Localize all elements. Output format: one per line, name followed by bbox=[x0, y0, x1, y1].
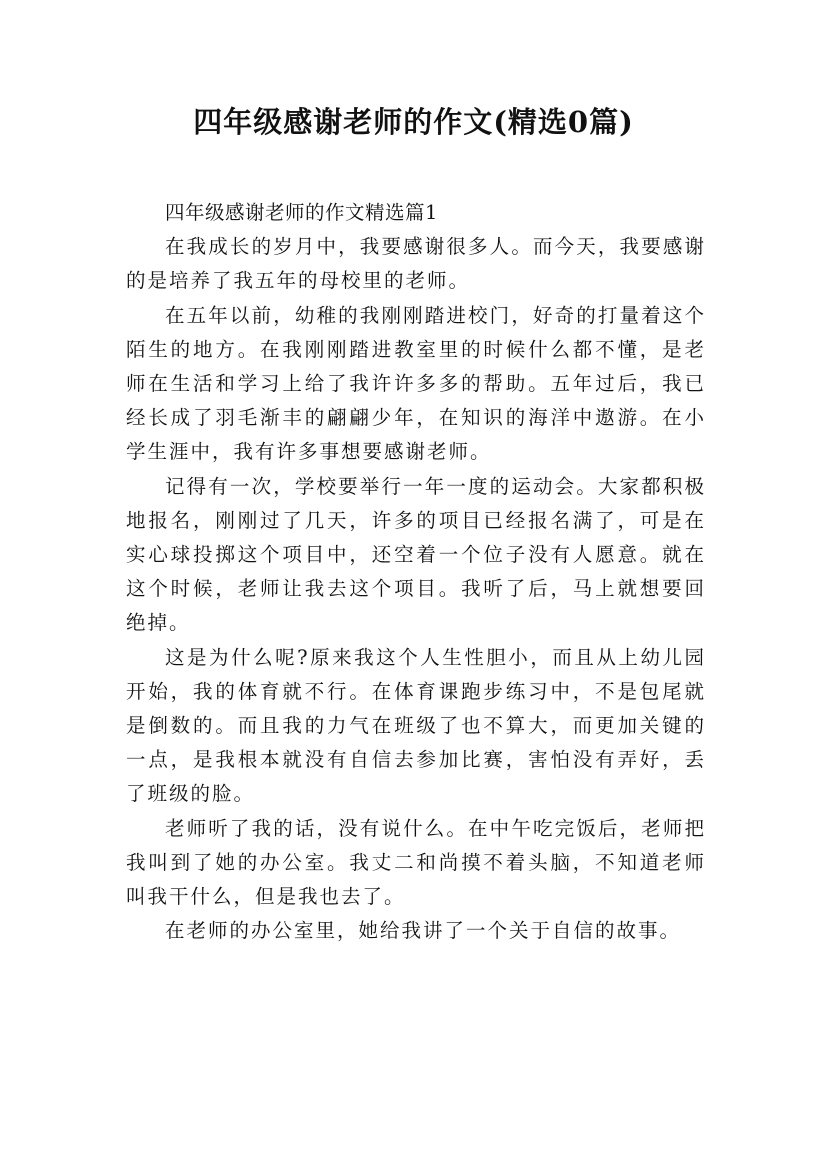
paragraph: 在五年以前，幼稚的我刚刚踏进校门，好奇的打量着这个陌生的地方。在我刚刚踏进教室里的时候什么都不懂，是老师在生活和学习上给了我许许多多的帮助。五年过后，我已经长成了羽毛渐丰的翩翩少年，在知识的海洋中遨游。在小学生涯中，我有许多事想要感谢老师。 bbox=[126, 303, 706, 464]
paragraph: 在我成长的岁月中，我要感谢很多人。而今天，我要感谢的是培养了我五年的母校里的老师。 bbox=[126, 235, 706, 293]
document-body bbox=[126, 196, 706, 948]
paragraph: 这是为什么呢?原来我这个人生性胆小，而且从上幼儿园开始，我的体育就不行。在体育课跑步练习中，不是包尾就是倒数的。而且我的力气在班级了也不算大，而更加关键的一点，是我根本就没有自信去参加比赛，害怕没有弄好，丢了班级的脸。 bbox=[126, 645, 706, 806]
paragraph: 老师听了我的话，没有说什么。在中午吃完饭后，老师把我叫到了她的办公室。我丈二和尚摸不着头脑，不知道老师叫我干什么，但是我也去了。 bbox=[126, 816, 706, 909]
paragraph: 在老师的办公室里，她给我讲了一个关于自信的故事。 bbox=[165, 919, 682, 943]
paragraph: 记得有一次，学校要举行一年一度的运动会。大家都积极地报名，刚刚过了几天，许多的项目已经报名满了，可是在实心球投掷这个项目中，还空着一个位子没有人愿意。就在这个时候，老师让我去这个项目。我听了后，马上就想要回绝掉。 bbox=[126, 474, 706, 635]
document-title: 四年级感谢老师的作文(精选0篇) bbox=[193, 105, 634, 139]
essay-subheading: 四年级感谢老师的作文精选篇1 bbox=[165, 201, 438, 224]
